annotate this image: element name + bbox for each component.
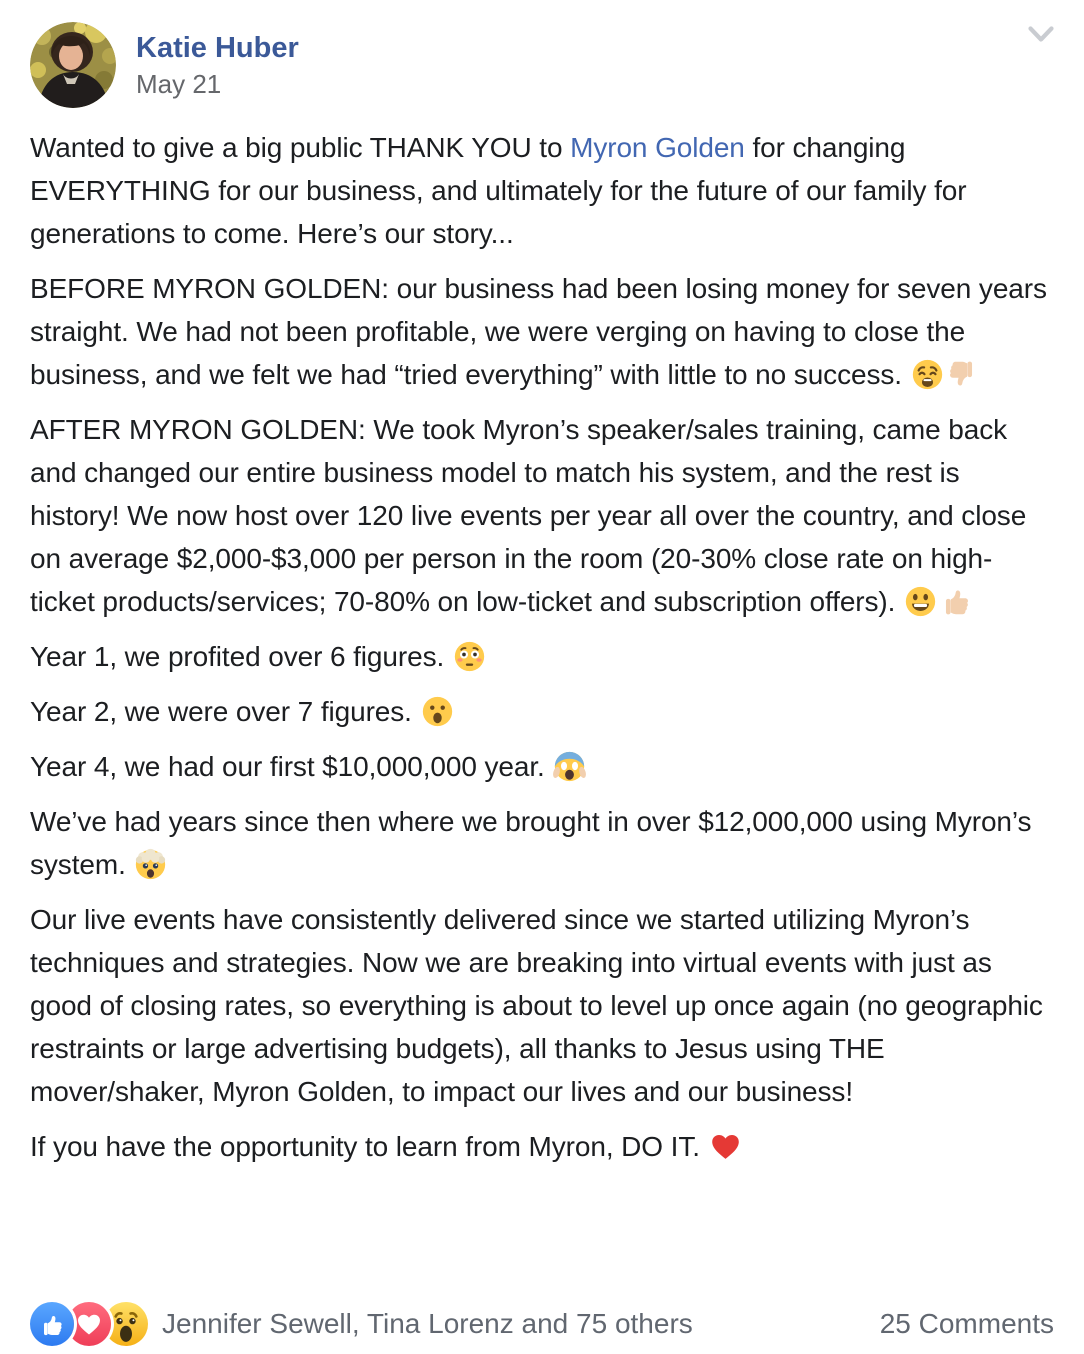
post-text: We’ve had years since then where we brought in over $12,000,000 using Myron’s system. <box>30 806 1032 880</box>
avatar-image <box>30 22 116 108</box>
post-text: Our live events have consistently delivered since we started utilizing Myron’s techniques and strategies. Now we are breaking into virtual events with just as good of closing rates, so everything is about to level up once again (no geographic restraints or large advertising budgets), all thanks to Jesus using THE mover/shaker, Myron Golden, to impact our lives and our business! <box>30 904 1043 1107</box>
mention-link[interactable]: Myron Golden <box>570 132 745 163</box>
post-paragraph <box>30 800 1054 886</box>
post-paragraph <box>30 898 1054 1113</box>
post-paragraph <box>30 1125 1054 1168</box>
red-heart-emoji <box>709 1130 742 1163</box>
post-paragraph <box>30 408 1054 623</box>
post-paragraph <box>30 635 1054 678</box>
post-paragraph <box>30 690 1054 733</box>
post-header <box>30 22 1054 108</box>
post-paragraph <box>30 745 1054 788</box>
flushed-face-emoji <box>453 640 486 673</box>
post-text: If you have the opportunity to learn from Myron, DO IT. <box>30 1131 708 1162</box>
avatar[interactable] <box>30 22 116 108</box>
grinning-face-emoji <box>904 585 937 618</box>
exploding-head-emoji <box>134 848 167 881</box>
reactor-names[interactable]: Jennifer Sewell, Tina Lorenz and 75 others <box>162 1308 693 1339</box>
reaction-icons[interactable] <box>30 1302 148 1346</box>
comments-count[interactable]: 25 Comments <box>879 1308 1054 1339</box>
thumbs-down-emoji <box>946 358 979 391</box>
post-text: for changing EVERYTHING for our business, and ultimately for the future of our family for generations to come. Here’s our story... <box>30 132 967 249</box>
post-body <box>30 126 1054 1168</box>
header-meta <box>136 31 299 99</box>
author-name-link[interactable]: Katie Huber <box>136 32 299 64</box>
post-paragraph <box>30 267 1054 396</box>
post-text: Wanted to give a big public THANK YOU to <box>30 132 571 163</box>
thumbs-up-emoji <box>939 585 972 618</box>
post-text: BEFORE MYRON GOLDEN: our business had been losing money for seven years straight. We had not been profitable, we were verging on having to close the business, and we felt we had “tried everything” with little to no success. <box>30 273 1047 390</box>
post-text: Year 1, we profited over 6 figures. <box>30 641 452 672</box>
like-reaction-thumbs-up-icon[interactable] <box>30 1302 74 1346</box>
post-date[interactable]: May 21 <box>136 69 222 99</box>
post-text: Year 4, we had our first $10,000,000 year. <box>30 751 553 782</box>
post-paragraph <box>30 126 1054 255</box>
scream-face-emoji <box>553 750 586 783</box>
weary-face-emoji <box>911 358 944 391</box>
post-text: Year 2, we were over 7 figures. <box>30 696 420 727</box>
open-mouth-face-emoji <box>421 695 454 728</box>
post-footer <box>30 1301 1054 1347</box>
post-text: AFTER MYRON GOLDEN: We took Myron’s speaker/sales training, came back and changed our entire business model to match his system, and the rest is history! We now host over 120 live events per year all over the country, and close on average $2,000-$3,000 per person in the room (20-30% close rate on high-ticket products/services; 70-80% on low-ticket and subscription offers). <box>30 414 1027 617</box>
chevron-down-icon[interactable] <box>1028 26 1054 43</box>
